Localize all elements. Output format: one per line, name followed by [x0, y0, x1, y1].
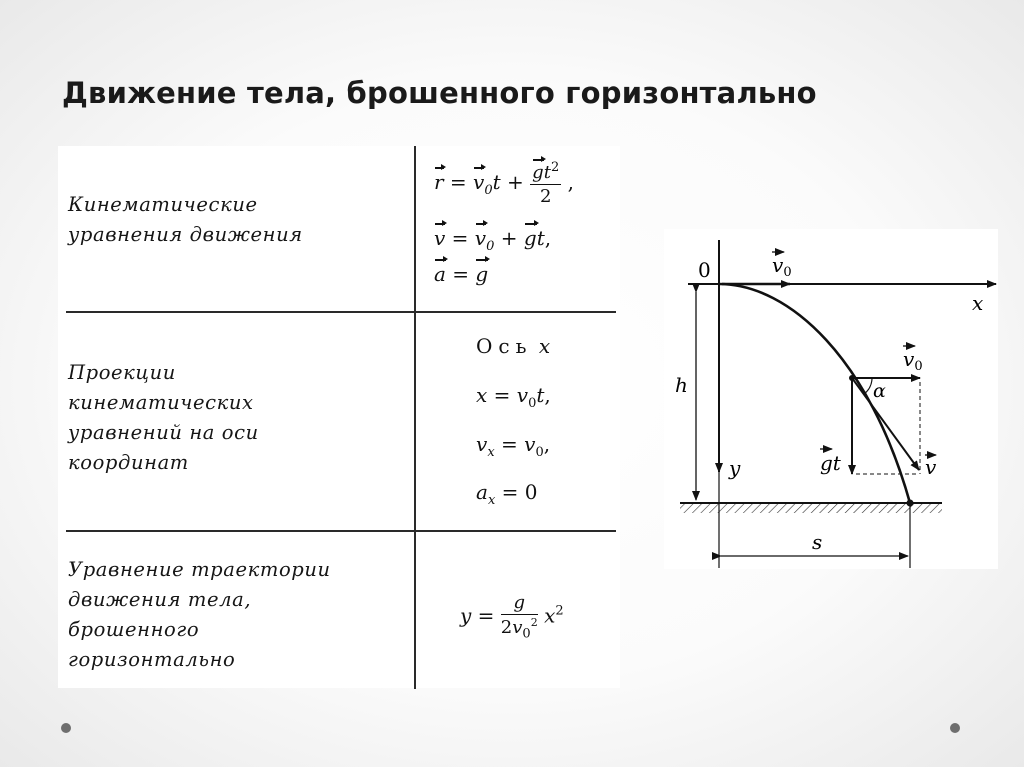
formula-axis-x-heading: Ось x — [476, 334, 551, 358]
label-line: горизонтально — [68, 648, 236, 671]
formula-velocity-vector: $v = v_0$ + gt, — [434, 226, 552, 254]
label-line: кинематических — [68, 391, 254, 414]
v0-label-point: $v_0$ — [903, 347, 923, 374]
gt-label: gt — [820, 451, 841, 475]
height-label: h — [675, 373, 688, 397]
slide-dot-left — [61, 723, 71, 733]
label-line: уравнения движения — [68, 223, 303, 246]
v0-label-top: $v_0$ — [772, 253, 792, 280]
label-line: Проекции — [68, 361, 176, 384]
slide-dot-right — [950, 723, 960, 733]
y-axis-label: y — [729, 456, 741, 480]
formula-vx: $v_x = v_0$, — [476, 432, 551, 460]
label-line: Кинематические — [68, 193, 258, 216]
formula-x-coordinate: $x = v_0t$, — [476, 383, 551, 411]
x-axis-label: x — [972, 291, 984, 315]
slide-title: Движение тела, брошенного горизонтально — [62, 76, 817, 110]
formula-position-vector: $r = v_0t$ + $\frac{gt^2}{2}$ , — [434, 160, 574, 207]
label-line: движения тела, — [68, 588, 252, 611]
origin-label: 0 — [698, 258, 711, 282]
label-line: уравнений на оси — [68, 421, 259, 444]
v-label: v — [925, 455, 937, 479]
formula-trajectory: y = $\frac{g}{2v_0^2}$ $x^2$ — [460, 592, 564, 642]
formula-acceleration-vector: a = g — [434, 262, 489, 286]
range-label: s — [812, 530, 823, 554]
landing-point — [907, 500, 914, 507]
label-line: координат — [68, 451, 189, 474]
formula-ax: $a_x = 0$ — [476, 480, 538, 508]
label-line: Уравнение траектории — [68, 558, 331, 581]
angle-label: α — [873, 380, 886, 402]
label-line: брошенного — [68, 618, 200, 641]
